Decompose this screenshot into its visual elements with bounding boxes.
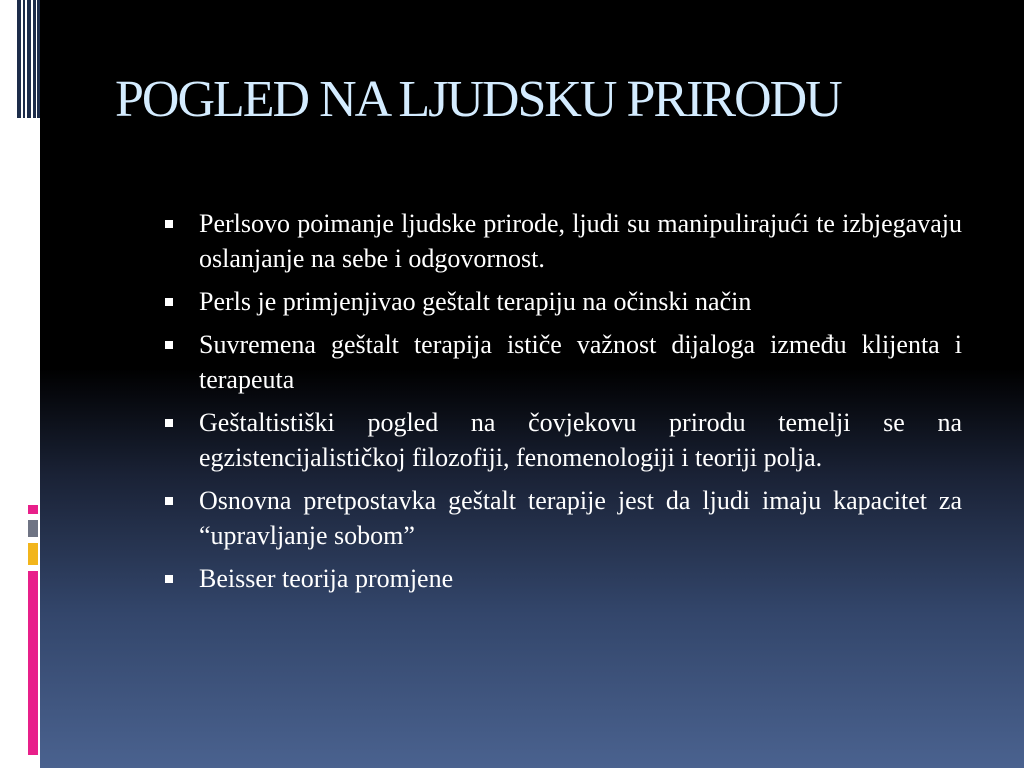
deco-segment-pink (28, 571, 38, 755)
bullet-item (158, 483, 962, 553)
left-margin-strip (0, 0, 40, 768)
square-bullet-icon (165, 220, 173, 228)
bullet-text: Geštaltistiški pogled na čovjekovu prirodu temelji se na egzistencijalističkoj filozofiji, fenomenologiji i teoriji polja. (199, 408, 962, 472)
deco-segment-yellow (28, 543, 38, 565)
bullet-list (158, 206, 962, 604)
bullet-text: Beisser teorija promjene (199, 564, 454, 593)
slide (40, 0, 1024, 768)
square-bullet-icon (165, 341, 173, 349)
bullet-item (158, 561, 962, 596)
slide-title: POGLED NA LJUDSKU PRIRODU (115, 71, 841, 128)
bullet-text: Perlsovo poimanje ljudske prirode, ljudi su manipulirajući te izbjegavaju oslanjanje na sebe i odgovornost. (199, 209, 962, 273)
deco-segment-gray (28, 520, 38, 537)
bullet-text: Osnovna pretpostavka geštalt terapije jest da ljudi imaju kapacitet za “upravljanje sobom” (199, 486, 962, 550)
bullet-item (158, 405, 962, 475)
bullet-text: Perls je primjenjivao geštalt terapiju na očinski način (199, 287, 752, 316)
bullet-item (158, 206, 962, 276)
bullet-item (158, 284, 962, 319)
deco-bar (27, 0, 31, 118)
bullet-text: Suvremena geštalt terapija ističe važnost dijaloga između klijenta i terapeuta (199, 330, 962, 394)
deco-segment-pink (28, 505, 38, 514)
bullet-item (158, 327, 962, 397)
square-bullet-icon (165, 298, 173, 306)
top-decoration-bars (17, 0, 40, 118)
deco-bar (23, 0, 25, 118)
square-bullet-icon (165, 419, 173, 427)
square-bullet-icon (165, 497, 173, 505)
deco-bar (17, 0, 21, 118)
square-bullet-icon (165, 575, 173, 583)
deco-bar (33, 0, 36, 118)
bottom-decoration-strip (28, 505, 40, 755)
